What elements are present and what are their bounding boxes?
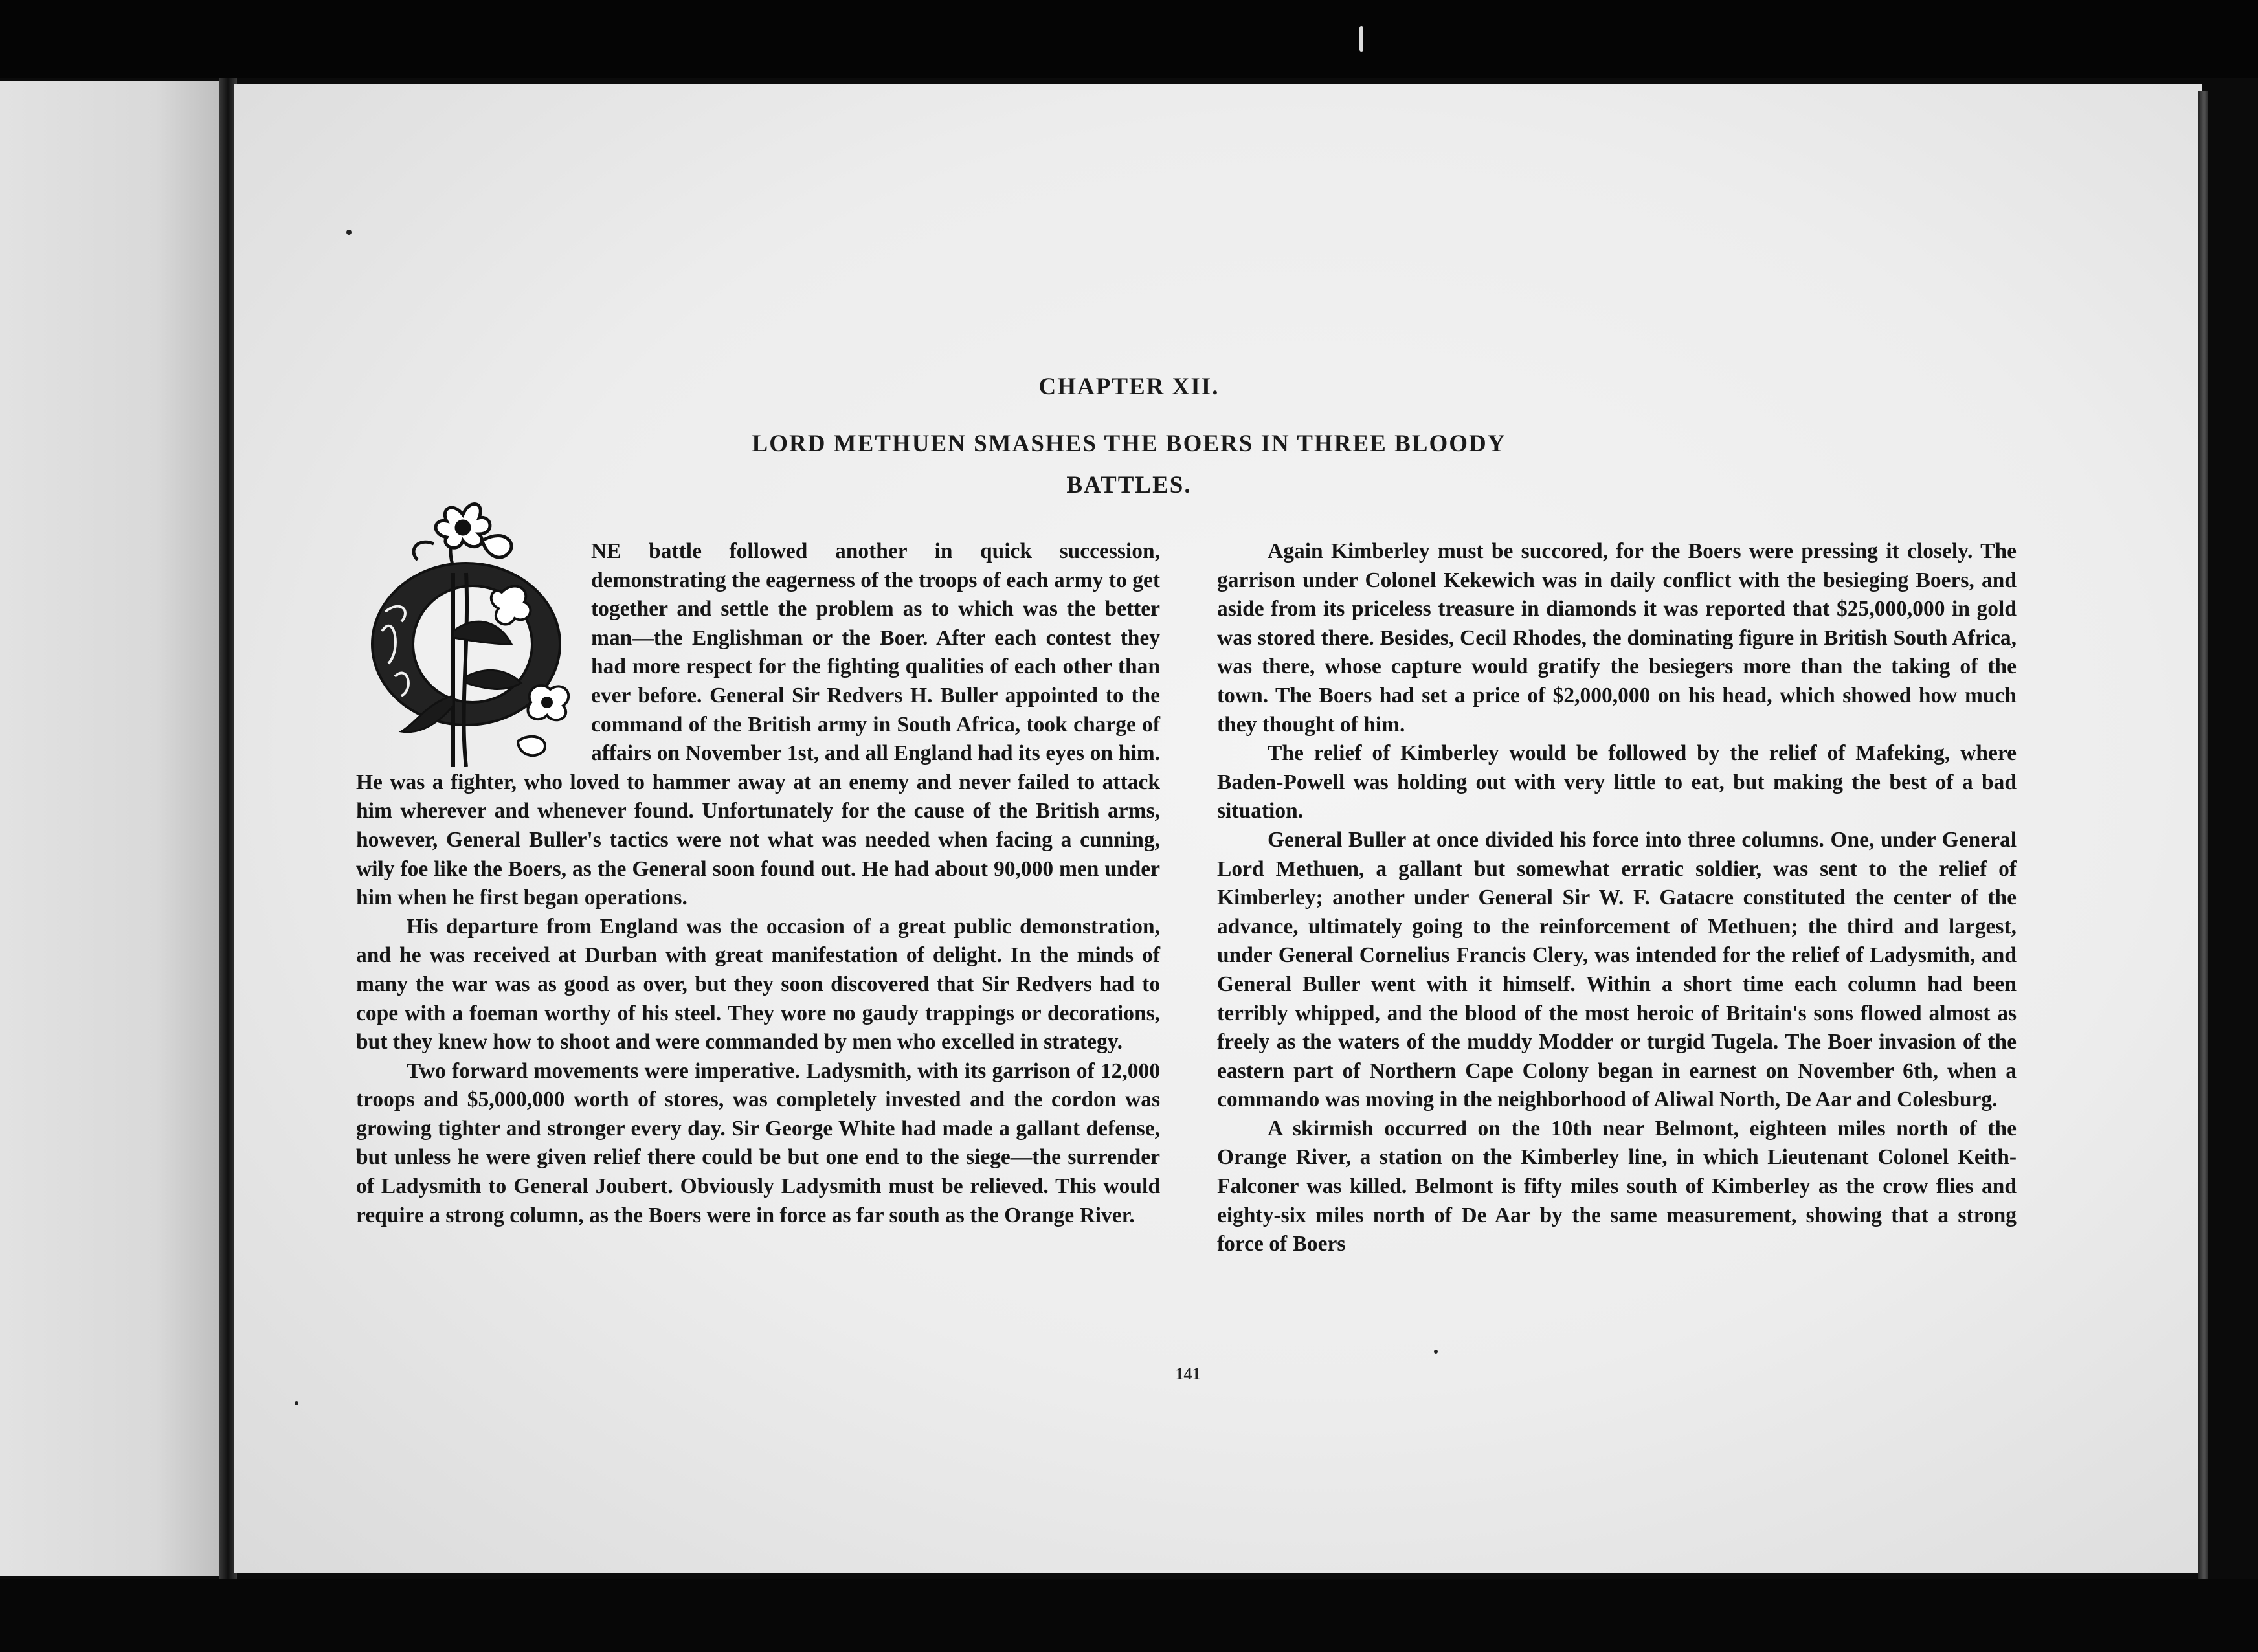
right-paragraph-1: Again Kimberley must be succored, for the Boers were pressing it closely. The garrison under Colonel Kekewich was in daily conflict with the besieging Boers, and aside from its priceless treasure in diamonds it was reported that $25,000,000 in gold was stored there. Besides, Cecil Rhodes, the dominating figure in British South Africa, was there, whose capture would gratify the besiegers more than the taking of the town. The Boers had set a price of $2,000,000 on his head, which showed how much they thought of him. [1217, 539, 2017, 737]
drop-cap-letter [375, 553, 550, 735]
right-column [1217, 537, 2017, 1259]
scan-speck [1359, 26, 1363, 52]
scan-speck [295, 1401, 298, 1405]
right-paragraph-3: General Buller at once divided his force into three columns. One, under General Lord Methuen, a gallant but somewhat erratic soldier, was sent to the relief of Kimberley; another under General Sir W. F. Gatacre constituted the center of the advance, ultimately going to the reinforcement of Methuen; the third and largest, under General Cornelius Francis Clery, was intended for the relief of Ladysmith, and General Buller went with it himself. Within a short time each column had been terribly whipped, and the blood of the most heroic of Britain's sons flowed almost as freely as the waters of the muddy Modder or turgid Tugela. The Boer invasion of the eastern part of Northern Cape Colony began in earnest on November 6th, when a commando was moving in the neighborhood of Aliwal North, De Aar and Colesburg. [1217, 827, 2017, 1112]
page-number: 141 [1175, 1365, 1201, 1383]
right-paragraph-2: The relief of Kimberley would be followed by the relief of Mafeking, where Baden-Powell was holding out with very little to eat, but making the best of a bad situation. [1217, 741, 2017, 823]
chapter-title-line-1: LORD METHUEN SMASHES THE BOERS IN THREE BLOODY [752, 430, 1506, 457]
left-paragraph-2: His departure from England was the occasion of a great public demonstration, and he was received at Durban with great manifestation of delight. In the minds of many the war was as good as over, but they soon discovered that Sir Redvers had to cope with a foeman worthy of his steel. They wore no gaudy trappings or decorations, but they knew how to shoot and were commanded by men who excelled in strategy. [356, 914, 1160, 1055]
scan-speck [1434, 1350, 1438, 1354]
page-edge-right [2198, 91, 2208, 1579]
left-column [356, 537, 1160, 1230]
scan-speck [346, 230, 352, 235]
chapter-title-line-2: BATTLES. [1066, 472, 1192, 498]
facing-page-edge [0, 81, 223, 1576]
film-border-top [0, 0, 2258, 78]
left-paragraph-3: Two forward movements were imperative. Ladysmith, with its garrison of 12,000 troops and $5,000,000 worth of stores, was completely invested and the cordon was growing tighter and stronger every day. Sir George White had made a gallant defense, but unless he were given relief there could be but one end to the siege—the surrender of Ladysmith to General Joubert. Obviously Ladysmith must be relieved. This would require a strong column, as the Boers were in force as far south as the Orange River. [356, 1058, 1160, 1227]
film-border-bottom [0, 1579, 2258, 1652]
ornamental-drop-cap [356, 482, 579, 767]
chapter-heading: CHAPTER XII. [1038, 374, 1220, 400]
left-paragraph-1: NE battle followed another in quick succession, demonstrating the eagerness of the troops of each army to get together and settle the problem as to which was the better man—the Englishman or the Boer. After each contest they had more respect for the fighting qualities of each other than ever before. General Sir Redvers H. Buller appointed to the command of the British army in South Africa, took charge of affairs on November 1st, and all England had its eyes on him. He was a fighter, who loved to hammer away at an enemy and never failed to attack him wherever and whenever found. Unfortunately for the cause of the British arms, however, General Buller's tactics were not what was needed when facing a cunning, wily foe like the Boers, as the General soon found out. He had about 90,000 men under him when he first began operations. [356, 539, 1160, 910]
right-paragraph-4: A skirmish occurred on the 10th near Belmont, eighteen miles north of the Orange River, a station on the Kimberley line, in which Lieutenant Colonel Keith-Falconer was killed. Belmont is fifty miles south of Kimberley as the crow flies and eighty-six miles north of De Aar by the same measurement, showing that a strong force of Boers [1217, 1116, 2017, 1256]
